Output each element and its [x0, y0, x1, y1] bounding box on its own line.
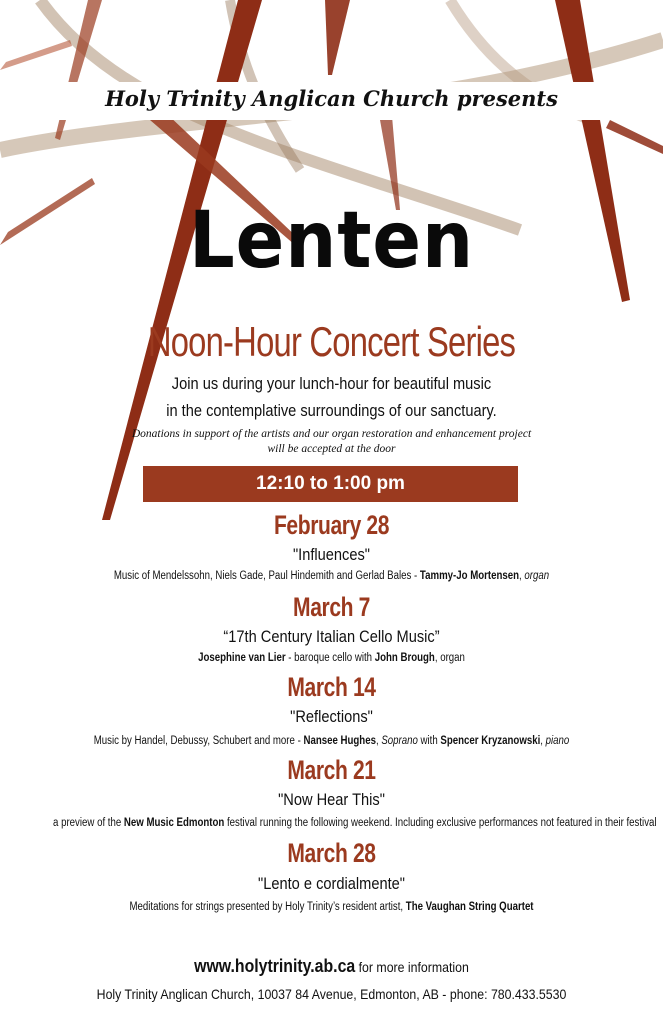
concert-title: "Influences": [292, 545, 371, 564]
intro-line-2: in the contemplative surroundings of our sanctuary.: [166, 401, 497, 420]
presenter-line: Holy Trinity Anglican Church presents: [105, 86, 558, 111]
website-line: www.holytrinity.ab.ca for more information: [194, 956, 469, 976]
concert-date: March 14: [287, 672, 376, 702]
concert-date: March 28: [287, 838, 376, 868]
concert-description: Music by Handel, Debussy, Schubert and more - Nansee Hughes, Soprano with Spencer Kryzanowski, piano: [93, 735, 570, 747]
website-link[interactable]: www.holytrinity.ab.ca: [194, 956, 356, 976]
concert-title: "Now Hear This": [278, 790, 385, 809]
concert-date: March 21: [287, 755, 376, 785]
intro-line-1: Join us during your lunch-hour for beautiful music: [171, 374, 492, 393]
concert-description: Music of Mendelssohn, Niels Gade, Paul Hindemith and Gerlad Bales - Tammy-Jo Mortensen, organ: [113, 570, 550, 582]
main-title: Lenten: [188, 196, 475, 286]
concert-date: March 7: [293, 592, 370, 622]
concert-description: Meditations for strings presented by Holy Trinity’s resident artist, The Vaughan String Quartet: [129, 901, 534, 913]
time-bar: 12:10 to 1:00 pm: [143, 466, 518, 502]
concert-title: "Reflections": [290, 707, 373, 726]
concert-title: “17th Century Italian Cello Music”: [223, 627, 440, 646]
donation-note-1: Donations in support of the artists and our organ restoration and enhancement project: [131, 428, 532, 440]
series-subtitle: Noon-Hour Concert Series: [147, 318, 516, 365]
concert-date: February 28: [273, 510, 390, 540]
concert-description: Josephine van Lier - baroque cello with John Brough, organ: [198, 652, 465, 664]
concert-description: a preview of the New Music Edmonton festival running the following weekend. Including exclusive performances not featured in their festival: [53, 817, 657, 829]
donation-note-2: will be accepted at the door: [267, 443, 396, 455]
concert-title: "Lento e cordialmente": [258, 874, 405, 893]
church-address: Holy Trinity Anglican Church, 10037 84 Avenue, Edmonton, AB - phone: 780.433.5530: [96, 986, 567, 1002]
